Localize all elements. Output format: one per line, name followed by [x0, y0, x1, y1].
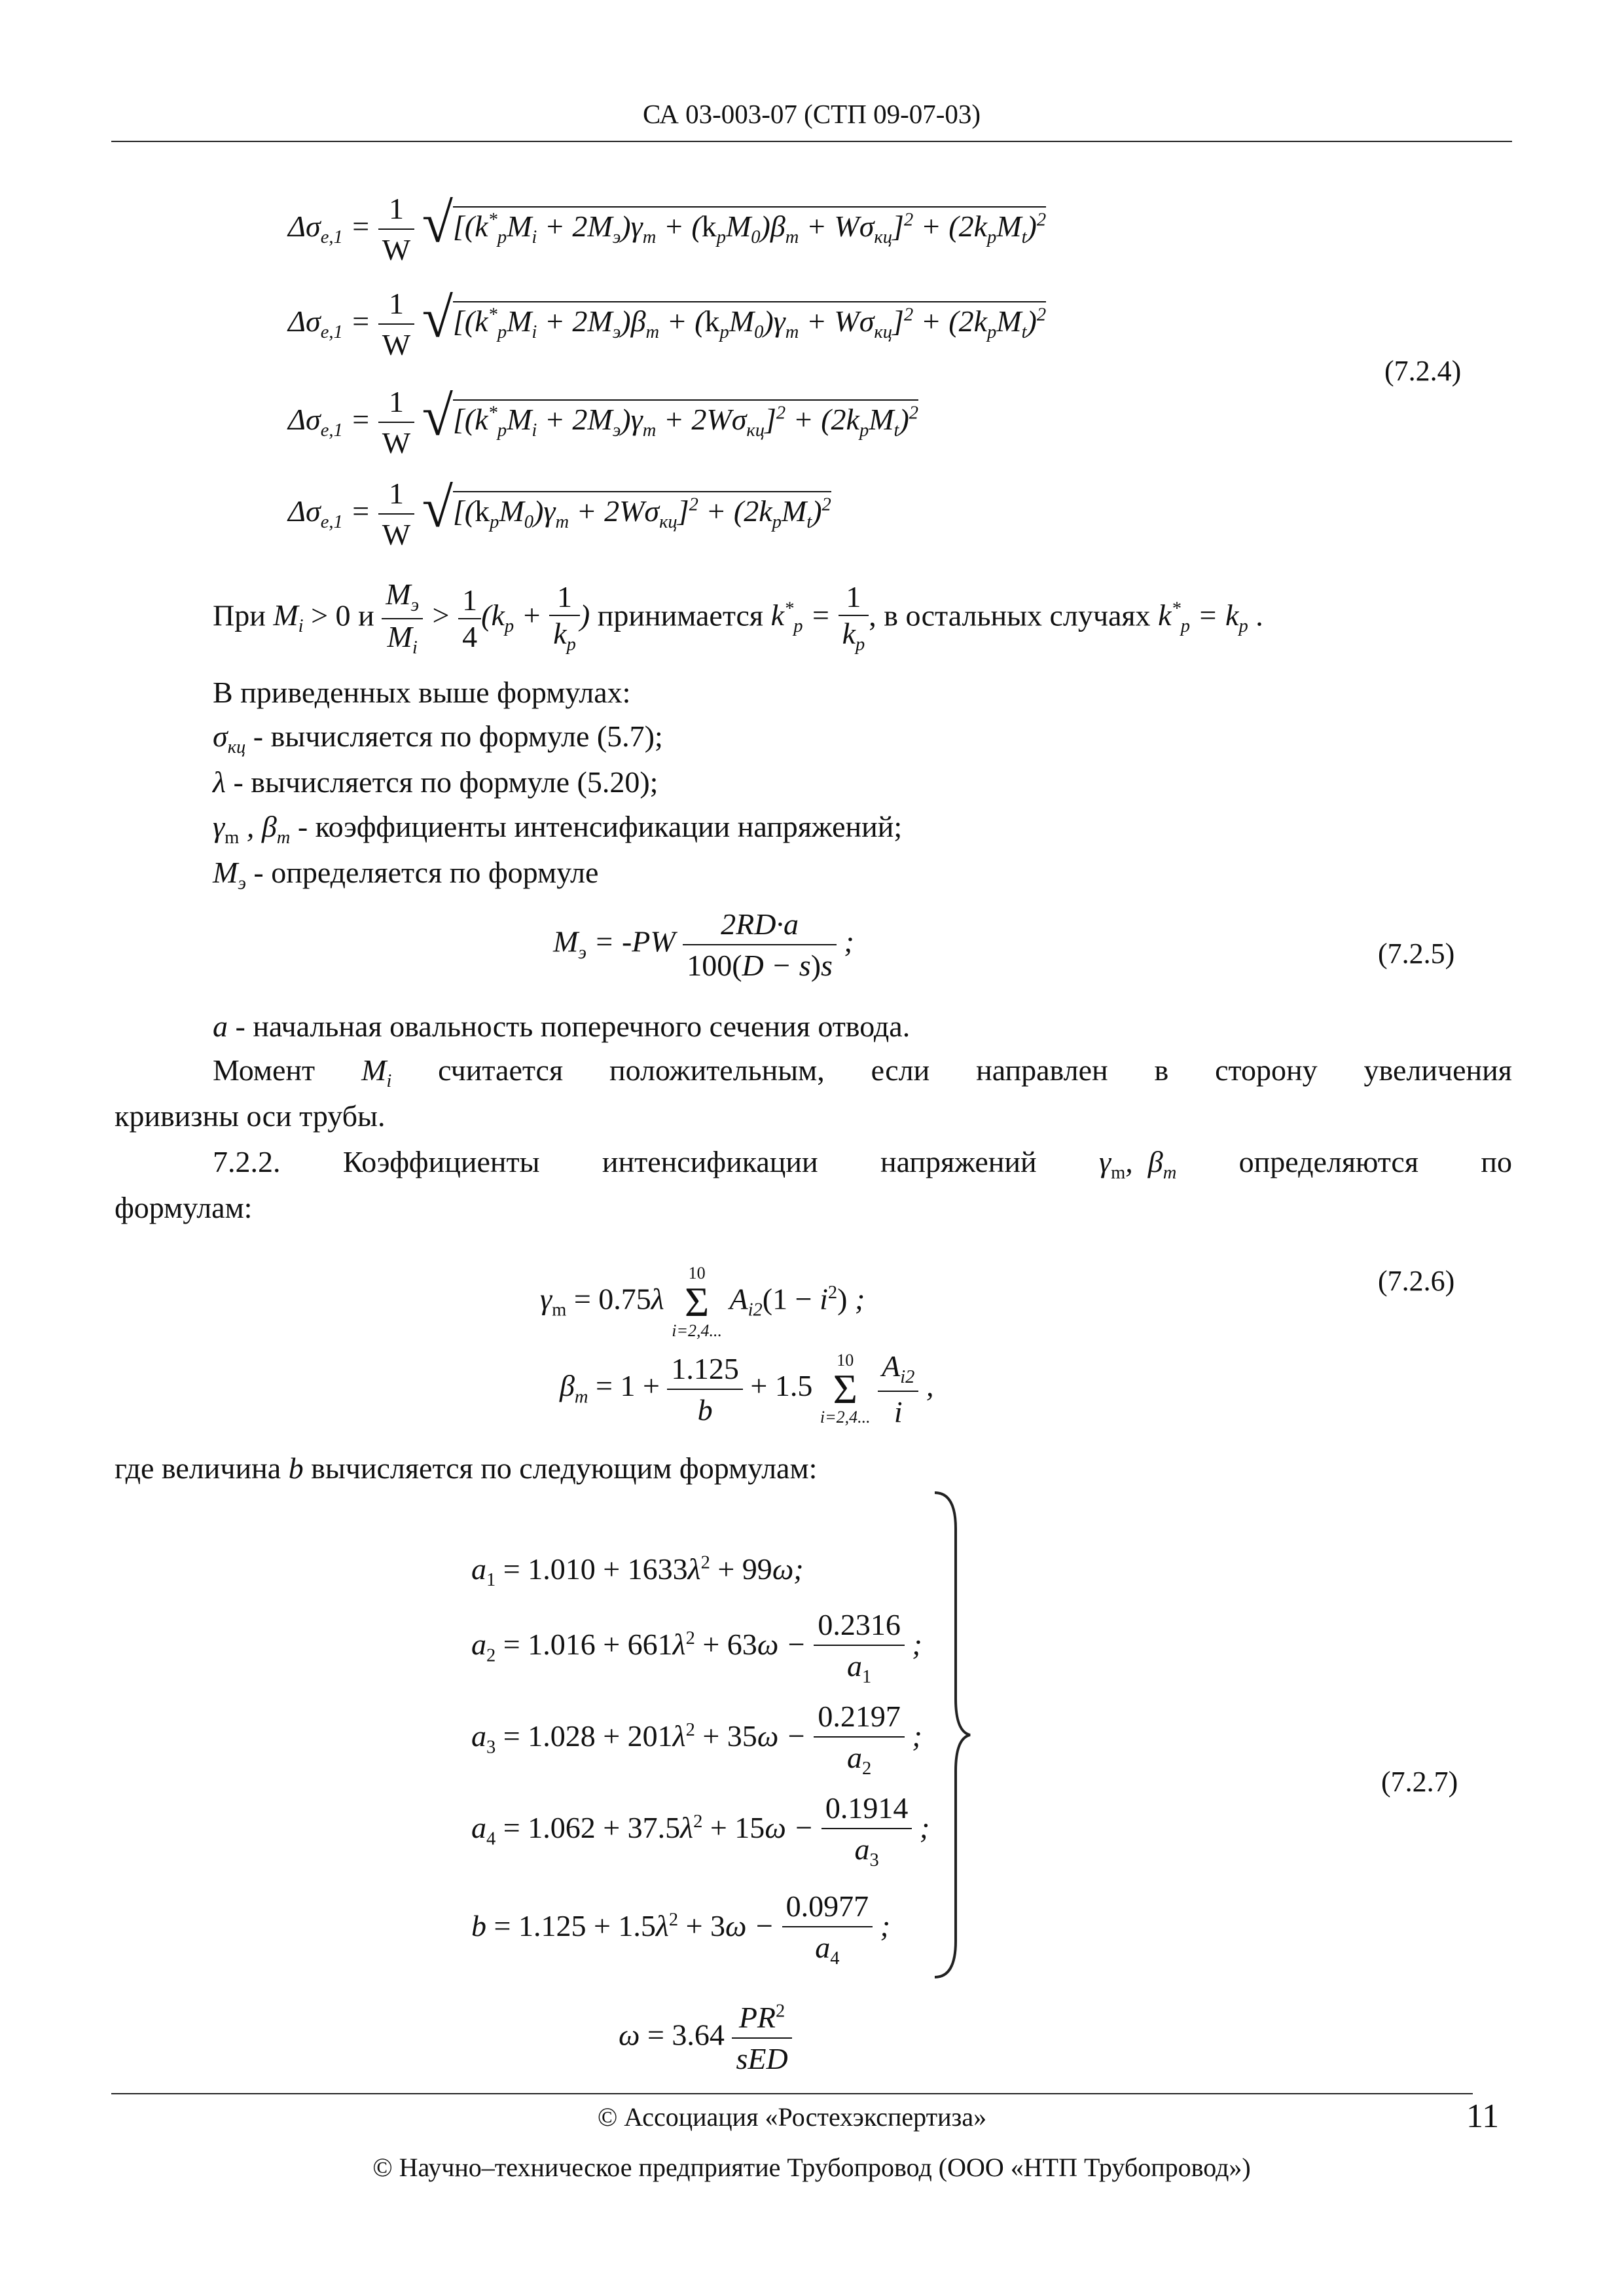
def-lambda: λ - вычисляется по формуле (5.20);	[213, 765, 659, 799]
def-me: $M_э$ - определяется по формуле	[213, 856, 599, 894]
footer-company: © Научно–техническое предприятие Трубопровод (ООО «НТП Трубопровод»)	[372, 2153, 1251, 2182]
equation-a2: $a_2 = 1.016 + 661\lambda^2 + 63\omega$ − $\frac{0.2316}{a_1}$ ;	[471, 1608, 922, 1688]
defs-intro: В приведенных выше формулах:	[213, 676, 631, 709]
equation-a1: $a_1 = 1.010 + 1633\lambda^2 + 99\omega$;	[471, 1552, 804, 1591]
equation-line: $\Delta\sigma_{e,1}$ = $\frac{1}{W}$ $√[(k_pM_0)\gamma_m + 2W\sigma_{кц}]^2 + (2k_pM_t)^2$	[288, 476, 831, 552]
page-number: 11	[1466, 2098, 1500, 2135]
equation-number: (7.2.7)	[1381, 1766, 1458, 1798]
right-brace	[929, 1489, 975, 1980]
condition-text: При	[213, 598, 266, 632]
condition-text: и	[358, 598, 374, 632]
equation-line: $\Delta\sigma_{e,1}$ = $\frac{1}{W}$ $√[(k^*_pM_i + 2M_э)\beta_m + (k_pM_0)\gamma_m + W\sigma_{кц}]^2 + (2k_pM_t)^2$	[288, 286, 1047, 362]
moment-paragraph-line1: Момент $M_i$ считается положительным, если направлен в сторону увеличения	[213, 1053, 1512, 1092]
equation-7-2-6-gamma: $\gamma_m = 0.75\lambda$ 10 Σ i=2,4... $A_{i2}(1 - i^2)$ ;	[540, 1264, 865, 1340]
where-b-line: где величина b вычисляется по следующим формулам:	[115, 1451, 818, 1485]
footer-rule	[111, 2093, 1473, 2094]
def-a: a - начальная овальность поперечного сечения отвода.	[213, 1010, 911, 1043]
condition-text: , в остальных случаях	[869, 598, 1151, 632]
def-gamma-beta: $\gamma_m$ , $\beta_m$ - коэффициенты интенсификации напряжений;	[213, 810, 903, 848]
equation-number: (7.2.4)	[1384, 355, 1462, 387]
page-header: СА 03-003-07 (СТП 09-07-03)	[642, 99, 981, 129]
para-7-2-2-line2: формулам:	[115, 1191, 253, 1224]
footer-association: © Ассоциация «Ростехэкспертиза»	[597, 2102, 987, 2132]
equation-line: $\Delta\sigma_{e,1}$ = $\frac{1}{W}$ $√[(k^*_pM_i + 2M_э)\gamma_m + 2W\sigma_{кц}]^2 + (2k_pM_t)^2$	[288, 384, 919, 460]
condition-line: При $M_i > 0$ и $\frac{M_э}{M_i}$ > $\frac{1}{4}$ ($k_p$ + $\frac{1}{k_p}$ ) принимается $k^*_p$ = $\frac{1}{k_p}$ , в остальных случаях $k^*_p = k_p$ .	[213, 577, 1263, 658]
equation-b: $b = 1.125 + 1.5\lambda^2 + 3\omega$ − $\frac{0.0977}{a_4}$ ;	[471, 1889, 890, 1969]
equation-a3: $a_3 = 1.028 + 201\lambda^2 + 35\omega$ − $\frac{0.2197}{a_2}$ ;	[471, 1700, 922, 1779]
equation-a4: $a_4 = 1.062 + 37.5\lambda^2 + 15\omega$ − $\frac{0.1914}{a_3}$ ;	[471, 1791, 930, 1871]
def-sigma: $\sigma_{кц}$ - вычисляется по формуле (5.7);	[213, 720, 663, 758]
equation-line: $\Delta\sigma_{e,1}$ = $\frac{1}{W}$ $√[(k^*_pM_i + 2M_э)\gamma_m + (k_pM_0)\beta_m + W\sigma_{кц}]^2 + (2k_pM_t)^2$	[288, 191, 1047, 267]
equation-number: (7.2.5)	[1378, 938, 1455, 970]
moment-paragraph-line2: кривизны оси трубы.	[115, 1099, 386, 1133]
equation-7-2-6-beta: $\beta_m = 1$ + $\frac{1.125}{b}$ + 1.5 10 Σ i=2,4... $\frac{A_{i2}}{i}$ ,	[560, 1349, 934, 1429]
equation-7-2-5: $M_э = -PW$ $\frac{2RD\cdot a}{100(D - s)s}$ ;	[553, 907, 854, 982]
equation-omega: ω = 3.64 $\frac{PR^2}{\text{sED}}$	[619, 2000, 792, 2076]
equation-number: (7.2.6)	[1378, 1265, 1455, 1297]
header-rule	[111, 141, 1512, 142]
condition-text: принимается	[597, 598, 764, 632]
para-7-2-2-line1: 7.2.2. Коэффициенты интенсификации напряжений $\gamma_m$, $\beta_m$ определяются по	[213, 1145, 1512, 1184]
